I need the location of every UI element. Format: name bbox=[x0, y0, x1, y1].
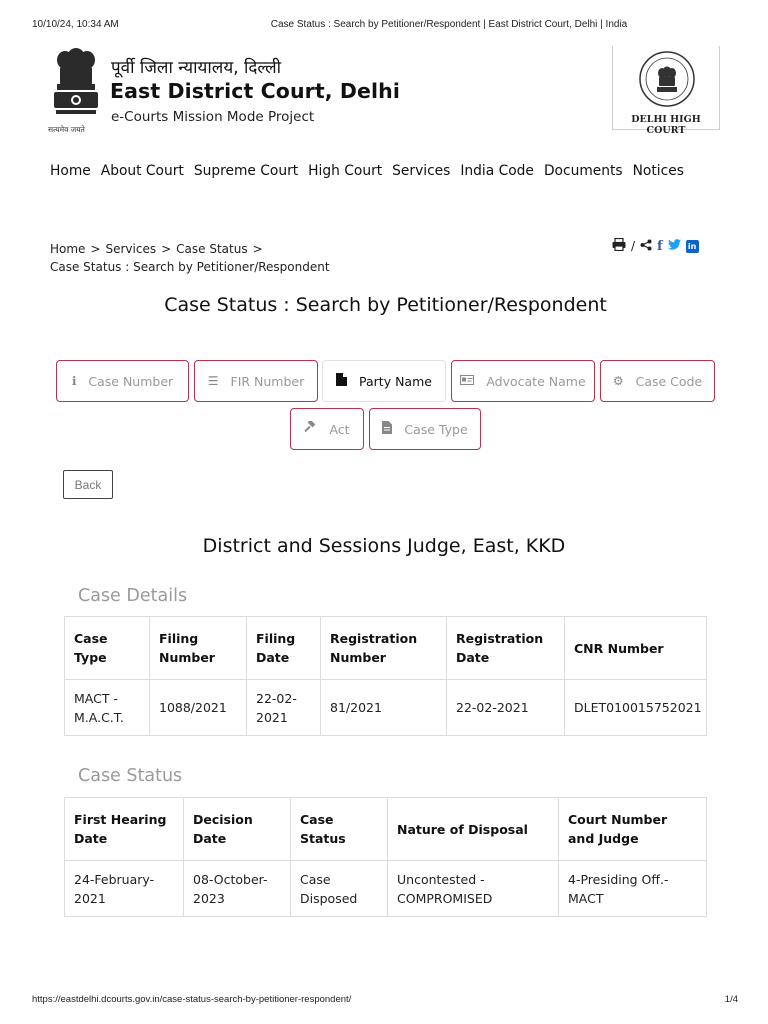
table-cell: Uncontested - COMPROMISED bbox=[388, 861, 559, 917]
column-header: Decision Date bbox=[184, 798, 291, 861]
court-name: District and Sessions Judge, East, KKD bbox=[202, 535, 566, 557]
column-header: Nature of Disposal bbox=[388, 798, 559, 861]
tab-act[interactable] bbox=[290, 408, 364, 450]
column-header: Filing Number bbox=[150, 617, 247, 680]
back-button[interactable]: Back bbox=[63, 470, 113, 499]
table-cell: MACT - M.A.C.T. bbox=[65, 680, 150, 736]
tab-label: Party Name bbox=[359, 373, 432, 389]
table-cell: 22-02-2021 bbox=[247, 680, 321, 736]
nav-home[interactable]: Home bbox=[50, 163, 91, 179]
file-icon bbox=[336, 373, 347, 389]
column-header: CNR Number bbox=[565, 617, 707, 680]
case-details-title: Case Details bbox=[78, 586, 188, 606]
emblem-motto: सत्यमेव जयते bbox=[48, 125, 85, 134]
nav-documents[interactable]: Documents bbox=[543, 163, 623, 179]
table-cell: DLET010015752021 bbox=[565, 680, 707, 736]
table-row bbox=[65, 861, 707, 917]
print-url: https://eastdelhi.dcourts.gov.in/case-status-search-by-petitioner-respondent/ bbox=[32, 994, 352, 1005]
column-header: Court Number and Judge bbox=[559, 798, 707, 861]
high-court-seal-icon bbox=[638, 50, 696, 108]
tab-label: Case Number bbox=[88, 373, 174, 389]
site-title[interactable]: East District Court, Delhi bbox=[110, 79, 400, 103]
nav-about-court[interactable]: About Court bbox=[100, 163, 184, 179]
tab-label: Case Code bbox=[635, 373, 703, 389]
column-header: Filing Date bbox=[247, 617, 321, 680]
share-tools bbox=[612, 238, 699, 254]
info-icon: ℹ bbox=[71, 374, 77, 388]
table-row bbox=[65, 680, 707, 736]
tab-fir-number[interactable] bbox=[194, 360, 318, 402]
print-page-title: Case Status : Search by Petitioner/Respondent | East District Court, Delhi | India bbox=[270, 19, 628, 30]
nav-high-court[interactable]: High Court bbox=[308, 163, 383, 179]
column-header: Registration Date bbox=[447, 617, 565, 680]
breadcrumb bbox=[50, 240, 330, 276]
breadcrumb-current: Case Status : Search by Petitioner/Respondent bbox=[50, 260, 330, 274]
main-nav bbox=[50, 163, 684, 179]
tab-label: FIR Number bbox=[230, 373, 305, 389]
tab-label: Act bbox=[329, 421, 350, 437]
nav-supreme-court[interactable]: Supreme Court bbox=[193, 163, 299, 179]
gavel-icon bbox=[304, 421, 317, 437]
case-details-table bbox=[64, 616, 707, 736]
case-status-title: Case Status bbox=[78, 766, 183, 786]
table-header-row bbox=[65, 798, 707, 861]
tab-label: Advocate Name bbox=[486, 373, 586, 389]
facebook-icon[interactable]: f bbox=[657, 238, 663, 254]
tab-party-name[interactable] bbox=[322, 360, 446, 402]
column-header: Case Status bbox=[291, 798, 388, 861]
breadcrumb-home[interactable]: Home bbox=[50, 242, 86, 256]
table-cell: 24-February-2021 bbox=[65, 861, 184, 917]
list-icon: ☰ bbox=[207, 374, 219, 388]
tab-case-code[interactable] bbox=[600, 360, 715, 402]
id-card-icon bbox=[460, 374, 474, 388]
tab-case-type[interactable] bbox=[369, 408, 481, 450]
table-cell: 22-02-2021 bbox=[447, 680, 565, 736]
national-emblem-logo[interactable] bbox=[48, 46, 104, 136]
breadcrumb-separator: > bbox=[90, 242, 101, 256]
breadcrumb-case-status[interactable]: Case Status bbox=[176, 242, 248, 256]
high-court-logo[interactable] bbox=[612, 46, 720, 136]
table-cell: 08-October-2023 bbox=[184, 861, 291, 917]
table-header-row bbox=[65, 617, 707, 680]
twitter-icon[interactable] bbox=[668, 239, 681, 253]
column-header: Registration Number bbox=[321, 617, 447, 680]
document-icon bbox=[382, 421, 392, 437]
column-header: First Hearing Date bbox=[65, 798, 184, 861]
share-separator: / bbox=[631, 239, 636, 253]
table-cell: Case Disposed bbox=[291, 861, 388, 917]
print-page-number: 1/4 bbox=[724, 994, 738, 1005]
high-court-label: DELHI HIGH COURT bbox=[631, 114, 701, 136]
print-icon[interactable] bbox=[612, 238, 626, 254]
page-title: Case Status : Search by Petitioner/Respondent bbox=[164, 294, 607, 316]
table-cell: 81/2021 bbox=[321, 680, 447, 736]
print-datetime: 10/10/24, 10:34 AM bbox=[32, 19, 119, 30]
gear-icon: ⚙ bbox=[612, 374, 624, 388]
breadcrumb-separator: > bbox=[161, 242, 172, 256]
case-status-table bbox=[64, 797, 707, 917]
tab-label: Case Type bbox=[404, 421, 468, 437]
tab-case-number[interactable] bbox=[56, 360, 189, 402]
nav-services[interactable]: Services bbox=[392, 163, 451, 179]
site-subtitle: e-Courts Mission Mode Project bbox=[111, 109, 315, 125]
column-header: Case Type bbox=[65, 617, 150, 680]
breadcrumb-services[interactable]: Services bbox=[105, 242, 157, 256]
breadcrumb-separator: > bbox=[252, 242, 263, 256]
tab-advocate-name[interactable] bbox=[451, 360, 595, 402]
table-cell: 1088/2021 bbox=[150, 680, 247, 736]
linkedin-icon[interactable]: in bbox=[686, 240, 699, 253]
share-icon[interactable] bbox=[640, 239, 652, 254]
nav-notices[interactable]: Notices bbox=[632, 163, 684, 179]
print-header bbox=[0, 19, 768, 33]
table-cell: 4-Presiding Off.-MACT bbox=[559, 861, 707, 917]
nav-india-code[interactable]: India Code bbox=[460, 163, 534, 179]
site-hindi-name: पूर्वी जिला न्यायालय, दिल्ली bbox=[111, 58, 282, 78]
